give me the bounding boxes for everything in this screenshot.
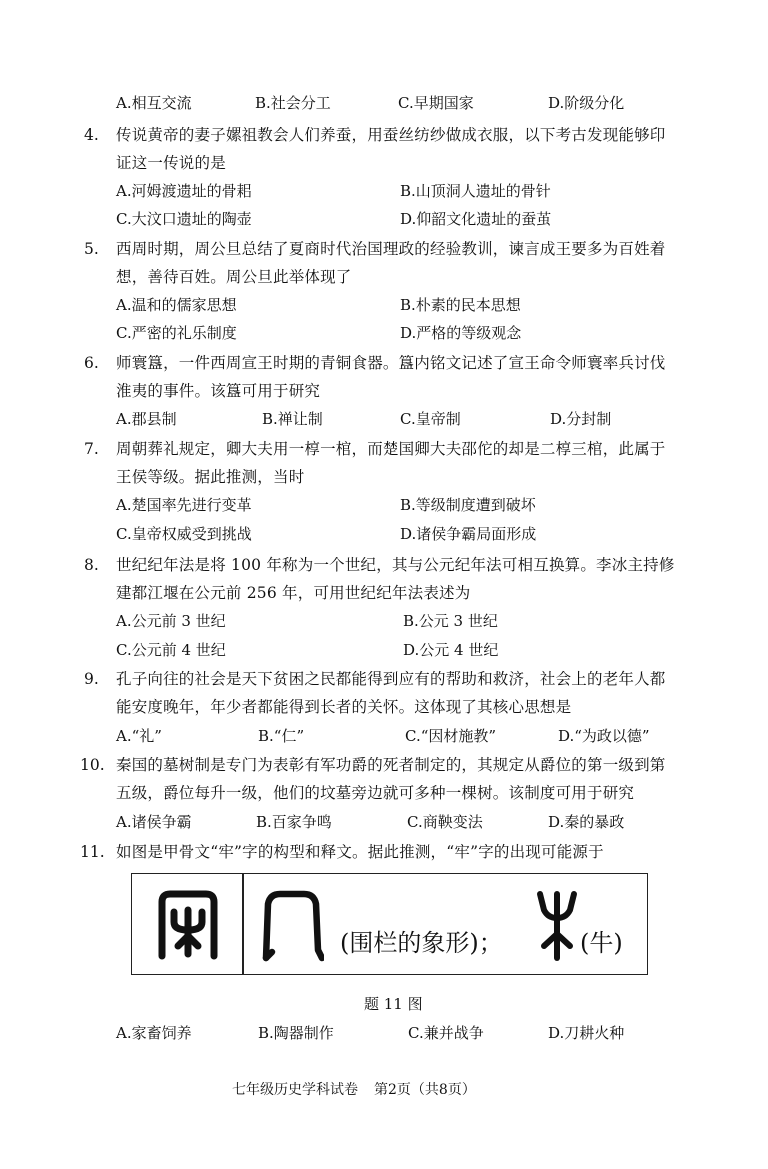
footer-page-number: 第2页（共8页） [374, 1082, 476, 1098]
q11-number: 11. [80, 843, 105, 861]
q5-option-d: D.严格的等级观念 [400, 324, 522, 342]
q8-stem-line2: 建都江堰在公元前 256 年，可用世纪纪年法表述为 [116, 584, 471, 602]
q7-option-c: C.皇帝权威受到挑战 [116, 525, 252, 543]
ox-explanation: (牛) [580, 929, 623, 957]
q9-option-b: B.“仁” [258, 727, 305, 745]
q7-number: 7. [84, 440, 99, 458]
ox-glyph-icon [534, 890, 580, 962]
q9-option-a: A.“礼” [116, 727, 162, 745]
q7-option-d: D.诸侯争霸局面形成 [400, 525, 537, 543]
q3-option-a: A.相互交流 [116, 94, 192, 112]
q5-number: 5. [84, 240, 99, 258]
q8-option-c: C.公元前 4 世纪 [116, 641, 226, 659]
q6-option-b: B.禅让制 [262, 410, 323, 428]
q11-option-b: B.陶器制作 [258, 1024, 334, 1042]
q11-option-d: D.刀耕火种 [548, 1024, 625, 1042]
q6-stem-line1: 师寰簋，一件西周宣王时期的青铜食器。簋内铭文记述了宣王命令师寰率兵讨伐 [116, 354, 666, 372]
q10-stem-line2: 五级，爵位每升一级，他们的坟墓旁边就可多种一棵树。该制度可用于研究 [116, 784, 635, 802]
q9-option-c: C.“因材施教” [405, 727, 497, 745]
q8-option-b: B.公元 3 世纪 [403, 612, 498, 630]
oracle-lao-glyph-icon [152, 888, 224, 962]
q9-stem-line2: 能安度晚年，年少者都能得到长者的关怀。这体现了其核心思想是 [116, 698, 572, 716]
q5-option-c: C.严密的礼乐制度 [116, 324, 237, 342]
q5-option-a: A.温和的儒家思想 [116, 296, 237, 314]
q7-option-b: B.等级制度遭到破坏 [400, 496, 536, 514]
q3-option-d: D.阶级分化 [548, 94, 625, 112]
q11-option-c: C.兼并战争 [408, 1024, 484, 1042]
q4-stem-line2: 证这一传说的是 [116, 154, 226, 172]
q5-option-b: B.朴素的民本思想 [400, 296, 521, 314]
q4-option-a: A.河姆渡遗址的骨耜 [116, 182, 252, 200]
q4-option-d: D.仰韶文化遗址的蚕茧 [400, 210, 552, 228]
q8-stem-line1: 世纪纪年法是将 100 年称为一个世纪，其与公元纪年法可相互换算。李冰主持修 [116, 556, 675, 574]
q6-option-c: C.皇帝制 [400, 410, 461, 428]
q5-stem-line1: 西周时期，周公旦总结了夏商时代治国理政的经验教训，谏言成王要多为百姓着 [116, 240, 666, 258]
q4-option-c: C.大汶口遗址的陶壶 [116, 210, 252, 228]
q6-option-a: A.郡县制 [116, 410, 177, 428]
enclosure-explanation: (围栏的象形)； [340, 929, 503, 957]
enclosure-glyph-icon [260, 888, 324, 962]
q4-option-b: B.山顶洞人遗址的骨针 [400, 182, 551, 200]
q8-option-d: D.公元 4 世纪 [403, 641, 499, 659]
q10-stem-line1: 秦国的墓树制是专门为表彰有军功爵的死者制定的，其规定从爵位的第一级到第 [116, 756, 666, 774]
q9-stem-line1: 孔子向往的社会是天下贫困之民都能得到应有的帮助和救济，社会上的老年人都 [116, 670, 666, 688]
q9-number: 9. [84, 670, 99, 688]
q11-stem-line1: 如图是甲骨文“牢”字的构型和释文。据此推测，“牢”字的出现可能源于 [116, 843, 604, 861]
oracle-bone-figure [131, 873, 648, 975]
q10-option-d: D.秦的暴政 [548, 813, 625, 831]
q10-option-c: C.商鞅变法 [407, 813, 483, 831]
q6-option-d: D.分封制 [550, 410, 612, 428]
q8-number: 8. [84, 556, 99, 574]
q9-option-d: D.“为政以德” [558, 727, 650, 745]
figure-caption: 题 11 图 [364, 995, 423, 1013]
q4-stem-line1: 传说黄帝的妻子嫘祖教会人们养蚕，用蚕丝纺纱做成衣服，以下考古发现能够印 [116, 126, 666, 144]
q5-stem-line2: 想，善待百姓。周公旦此举体现了 [116, 268, 352, 286]
q4-number: 4. [84, 126, 99, 144]
footer-subject: 七年级历史学科试卷 [232, 1082, 358, 1098]
q10-number: 10. [80, 756, 105, 774]
q10-option-b: B.百家争鸣 [256, 813, 332, 831]
q10-option-a: A.诸侯争霸 [116, 813, 192, 831]
q3-option-b: B.社会分工 [255, 94, 331, 112]
q7-stem-line2: 王侯等级。据此推测，当时 [116, 468, 305, 486]
q7-option-a: A.楚国率先进行变革 [116, 496, 252, 514]
q3-option-c: C.早期国家 [398, 94, 474, 112]
figure-divider [242, 874, 244, 974]
q6-number: 6. [84, 354, 99, 372]
q8-option-a: A.公元前 3 世纪 [116, 612, 226, 630]
q6-stem-line2: 淮夷的事件。该簋可用于研究 [116, 382, 321, 400]
q11-option-a: A.家畜饲养 [116, 1024, 192, 1042]
q7-stem-line1: 周朝葬礼规定，卿大夫用一椁一棺，而楚国卿大夫邵佗的却是二椁三棺，此属于 [116, 440, 666, 458]
